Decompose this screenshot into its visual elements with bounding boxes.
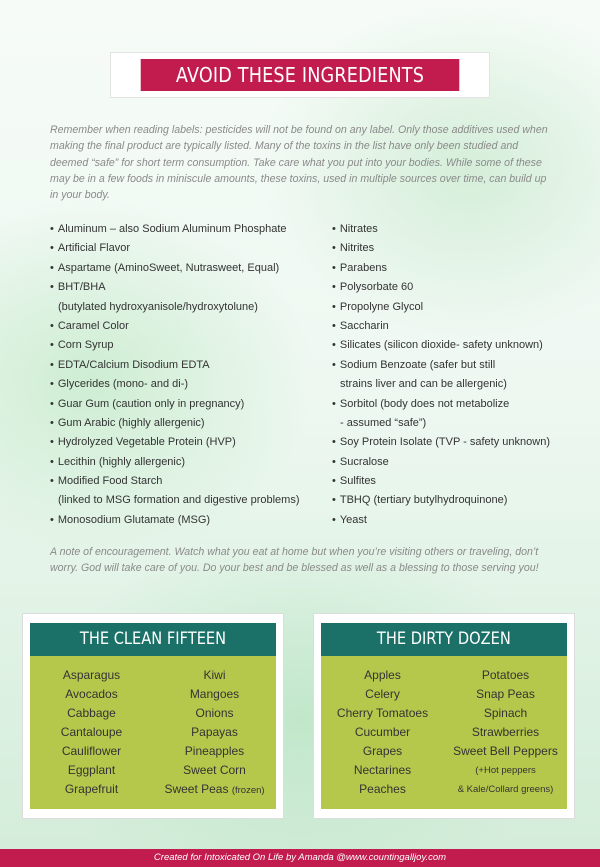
list-item: • Nitrites bbox=[332, 239, 550, 258]
list-item: • Hydrolyzed Vegetable Protein (HVP) bbox=[50, 433, 300, 452]
list-item: Onions bbox=[195, 706, 234, 720]
clean-fifteen-col2 bbox=[153, 666, 276, 809]
list-item: • Yeast bbox=[332, 511, 550, 530]
list-item: • Caramel Color bbox=[50, 317, 300, 336]
list-item: Avocados bbox=[65, 687, 118, 701]
list-item: • Silicates (silicon dioxide- safety unknown) bbox=[332, 336, 550, 355]
list-item: • Saccharin bbox=[332, 317, 550, 336]
list-item: Mangoes bbox=[189, 687, 240, 701]
clean-fifteen-title bbox=[30, 623, 276, 656]
footer-credit: Created for Intoxicated On Life by Amanda @www.countingalljoy.com bbox=[0, 849, 600, 867]
list-item: • Corn Syrup bbox=[50, 336, 300, 355]
list-item: • Gum Arabic (highly allergenic) bbox=[50, 414, 300, 433]
dirty-dozen-title-text: THE DIRTY DOZEN bbox=[377, 629, 511, 649]
list-item: Spinach bbox=[483, 706, 528, 720]
list-item: • Aspartame (AminoSweet, Nutrasweet, Equal) bbox=[50, 259, 300, 278]
list-item: • Nitrates bbox=[332, 220, 550, 239]
list-item: Asparagus bbox=[62, 668, 121, 682]
list-item: • Polysorbate 60 bbox=[332, 278, 550, 297]
list-item: Sweet Corn bbox=[183, 763, 246, 777]
list-item: Pineapples bbox=[184, 744, 245, 758]
list-item: Cantaloupe bbox=[60, 725, 123, 739]
title-card bbox=[110, 52, 490, 98]
list-item: • Propolyne Glycol bbox=[332, 298, 550, 317]
list-item: • Modified Food Starch bbox=[50, 472, 300, 491]
list-item: Cauliflower bbox=[61, 744, 122, 758]
list-item: • Aluminum – also Sodium Aluminum Phosphate bbox=[50, 220, 300, 239]
list-item: • Lecithin (highly allergenic) bbox=[50, 453, 300, 472]
list-item: • Monosodium Glutamate (MSG) bbox=[50, 511, 300, 530]
list-item: • BHT/BHA bbox=[50, 278, 300, 297]
list-item: Peaches bbox=[359, 782, 406, 796]
clean-fifteen-box bbox=[22, 613, 284, 819]
closing-paragraph: A note of encouragement. Watch what you eat at home but when you’re visiting others or traveling, don’t worry. God will take care of you. Do your best and be blessed as well as a blessing to those serving you! bbox=[50, 546, 539, 575]
ingredients-list-right bbox=[332, 220, 550, 530]
list-item: Cucumber bbox=[354, 725, 411, 739]
list-item: • Guar Gum (caution only in pregnancy) bbox=[50, 395, 300, 414]
list-item: • EDTA/Calcium Disodium EDTA bbox=[50, 356, 300, 375]
list-item-continuation: strains liver and can be allergenic) bbox=[340, 378, 507, 391]
list-item: • Sulfites bbox=[332, 472, 550, 491]
dirty-dozen-box bbox=[313, 613, 575, 819]
dirty-dozen-col1 bbox=[321, 666, 444, 809]
list-item: Snap Peas bbox=[476, 687, 535, 701]
list-item-continuation: - assumed “safe”) bbox=[340, 416, 427, 429]
list-item: • TBHQ (tertiary butylhydroquinone) bbox=[332, 491, 550, 510]
list-item: • Sucralose bbox=[332, 453, 550, 472]
list-item: Cherry Tomatoes bbox=[336, 706, 429, 720]
intro-paragraph: Remember when reading labels: pesticides will not be found on any label. Only those additives used when making the final product are typically listed. Many of the toxins in the list have only been studied and deemed “safe” for short term consumption. Take care what you put into your bodies. While some of these may be in a few foods in miniscule amounts, these toxins, used in multiple sources over time, can build up in your body. bbox=[50, 124, 548, 202]
list-item: Papayas bbox=[191, 725, 238, 739]
list-item: • Glycerides (mono- and di-) bbox=[50, 375, 300, 394]
list-item: (+Hot peppers bbox=[475, 765, 536, 776]
list-item: Eggplant bbox=[67, 763, 116, 777]
frozen-note: (frozen) bbox=[231, 785, 265, 796]
clean-fifteen-title-text: THE CLEAN FIFTEEN bbox=[79, 629, 227, 649]
list-item: • Soy Protein Isolate (TVP - safety unknown) bbox=[332, 433, 550, 452]
dirty-dozen-col2 bbox=[444, 666, 567, 809]
list-item: Kiwi bbox=[203, 668, 226, 682]
list-item: & Kale/Collard greens) bbox=[457, 784, 554, 795]
list-item: Sweet Bell Peppers bbox=[453, 744, 558, 758]
list-item: • Parabens bbox=[332, 259, 550, 278]
list-item: • Sorbitol (body does not metabolize bbox=[332, 395, 550, 414]
list-item: • Artificial Flavor bbox=[50, 239, 300, 258]
list-item: Potatoes bbox=[481, 668, 530, 682]
list-item: • Sodium Benzoate (safer but still bbox=[332, 356, 550, 375]
list-item-continuation: (butylated hydroxyanisole/hydroxytolune) bbox=[58, 300, 258, 313]
list-item bbox=[153, 780, 276, 799]
clean-fifteen-col1 bbox=[30, 666, 153, 809]
page-title: AVOID THESE INGREDIENTS bbox=[141, 59, 460, 91]
list-item: Strawberries bbox=[471, 725, 540, 739]
list-item: Celery bbox=[365, 687, 400, 701]
list-item-continuation: (linked to MSG formation and digestive problems) bbox=[58, 494, 300, 507]
ingredients-list-left bbox=[50, 220, 300, 530]
list-item: Grapefruit bbox=[64, 782, 119, 796]
list-item: Apples bbox=[364, 668, 401, 682]
list-item: Cabbage bbox=[67, 706, 116, 720]
dirty-dozen-title bbox=[321, 623, 567, 656]
list-item: Grapes bbox=[362, 744, 403, 758]
list-item-text: Sweet Peas bbox=[164, 782, 229, 796]
clean-fifteen-body bbox=[30, 656, 276, 809]
list-item: Nectarines bbox=[353, 763, 412, 777]
dirty-dozen-body bbox=[321, 656, 567, 809]
